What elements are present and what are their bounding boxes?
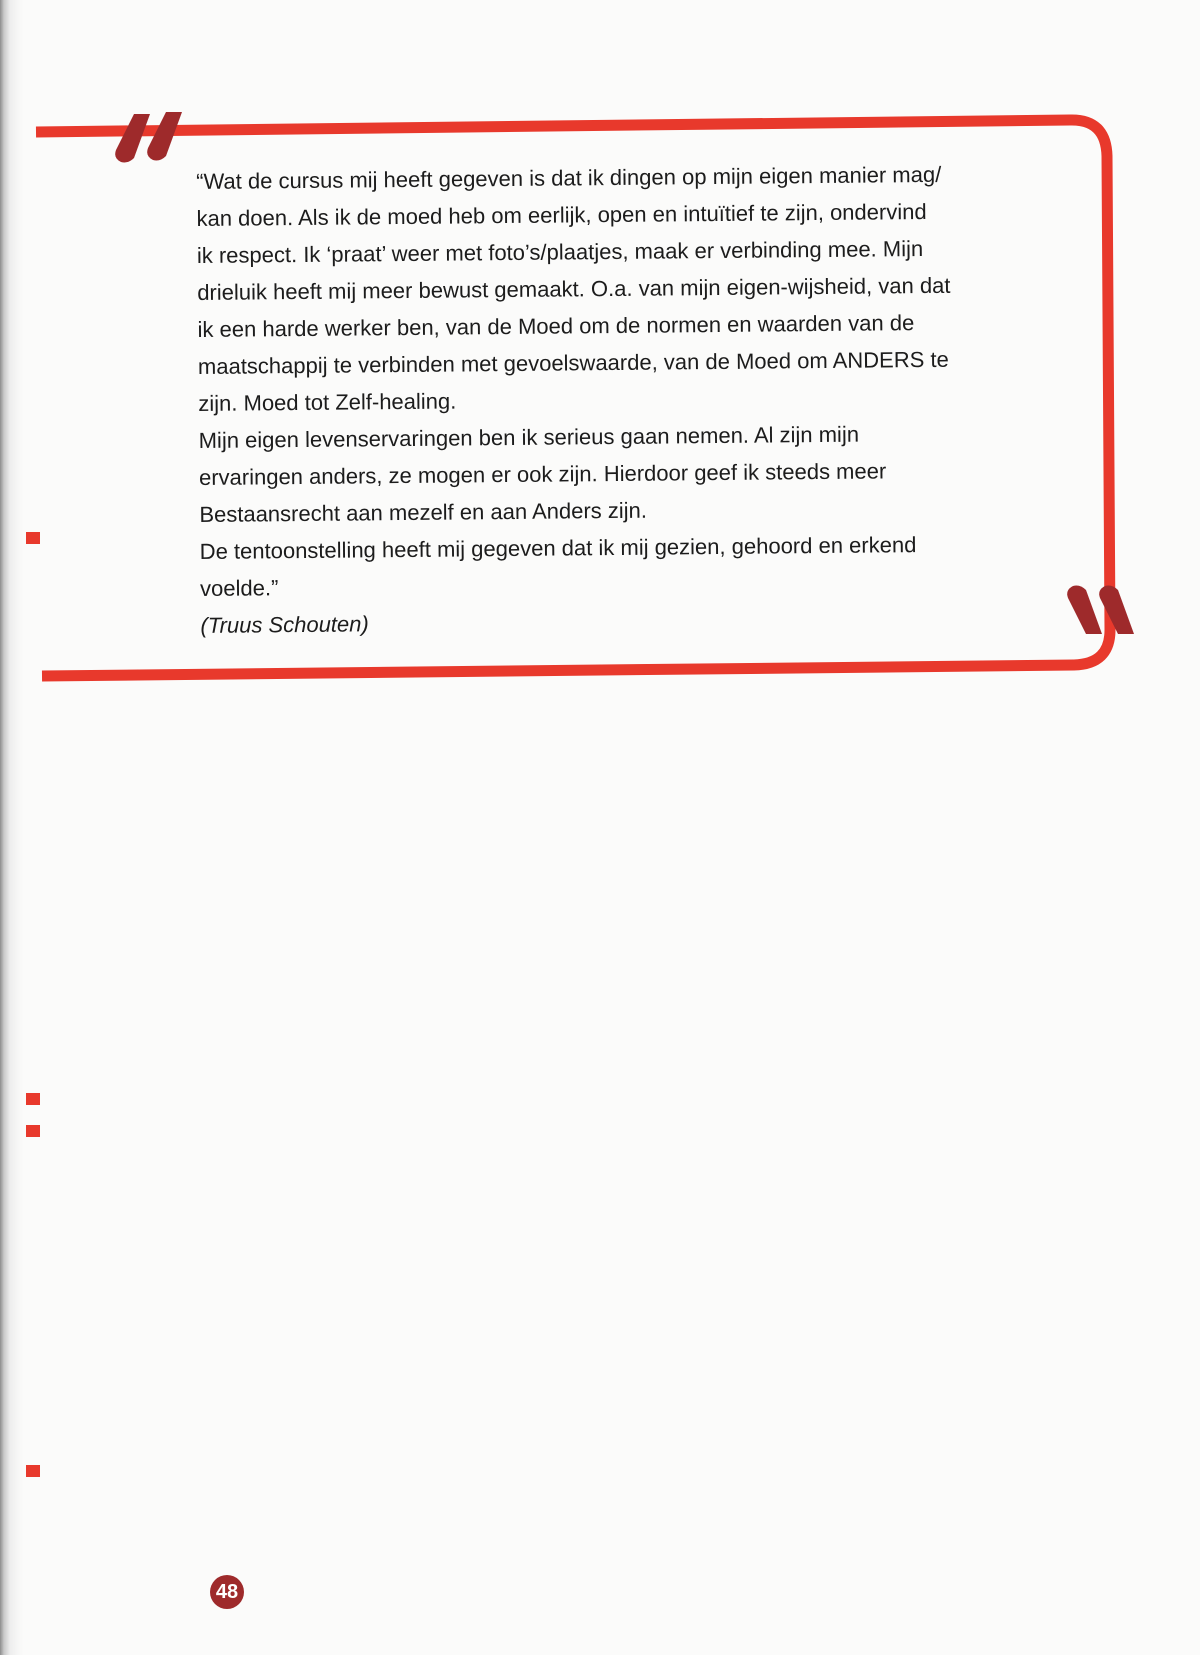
- side-marker: [26, 1465, 40, 1477]
- quote-open-icon: [115, 112, 182, 163]
- quote-attribution: (Truus Schouten): [200, 611, 369, 638]
- testimonial-quote: [196, 155, 1081, 644]
- side-marker: [26, 1093, 40, 1105]
- side-marker: [26, 1125, 40, 1137]
- side-marker: [26, 532, 40, 544]
- page-number: 48: [210, 1575, 244, 1609]
- quote-paragraph-3: De tentoonstelling heeft mij gegeven dat ik mij gezien, gehoord en erkend voelde.”: [199, 532, 917, 601]
- quote-paragraph-2: Mijn eigen levenservaringen ben ik serieus gaan nemen. Al zijn mijn ervaringen anders, ze mogen er ook zijn. Hierdoor geef ik steeds meer Bestaansrecht aan mezelf en aan Anders zijn.: [198, 421, 887, 527]
- quote-paragraph-1: “Wat de cursus mij heeft gegeven is dat ik dingen op mijn eigen manier mag/ kan doen. Als ik de moed heb om eerlijk, open en intuïtief te zijn, ondervind ik respect. Ik ‘praat’ weer met foto’s/plaatjes, maak er verbinding mee. Mijn drieluik heeft mij meer bewust gemaakt. O.a. van mijn eigen-wijsheid, van dat ik een harde werker ben, van de Moed om de normen en waarden van de maatschappij te verbinden met gevoelswaarde, van de Moed om ANDERS te zijn. Moed tot Zelf-healing.: [196, 161, 951, 416]
